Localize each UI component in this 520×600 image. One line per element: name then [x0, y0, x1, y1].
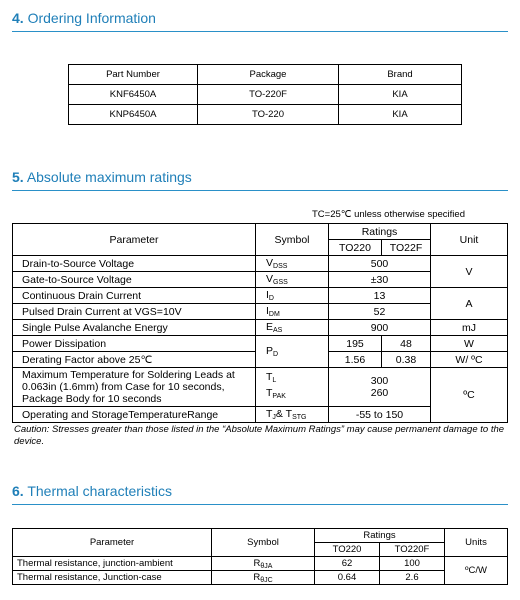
param-cell: Thermal resistance, junction-ambient: [13, 557, 212, 571]
col-header: Part Number: [69, 65, 198, 85]
symbol-cell: $I_{DM}$: [256, 304, 329, 320]
caution-note: Caution: Stresses greater than those listed in the “Absolute Maximum Ratings” may cause permanent damage to the device.: [14, 424, 505, 447]
unit-cell: ºC/W: [445, 557, 508, 585]
col-header: Parameter: [13, 529, 212, 557]
cell: TO-220: [198, 105, 339, 125]
symbol-cell: $T_L$ $T_{PAK}$: [256, 368, 329, 407]
col-header: Brand: [339, 65, 462, 85]
section-divider: [12, 31, 508, 32]
col-header: TO22F: [382, 240, 431, 256]
value-cell: 48: [382, 336, 431, 352]
param-cell: Gate-to-Source Voltage: [13, 272, 256, 288]
section-divider: [12, 504, 508, 505]
param-cell: Single Pulse Avalanche Energy: [13, 320, 256, 336]
section-divider: [12, 190, 508, 191]
test-condition: TC=25℃ unless otherwise specified: [312, 209, 465, 220]
value-cell: 0.38: [382, 352, 431, 368]
table-row: [13, 256, 508, 272]
col-header: Units: [445, 529, 508, 557]
unit-cell: ºC: [431, 368, 508, 423]
param-cell: Operating and StorageTemperatureRange: [13, 407, 256, 423]
table-row: [13, 557, 508, 571]
col-header: Ratings: [315, 529, 445, 543]
symbol-cell: $V_{GSS}$: [256, 272, 329, 288]
thermal-section-title: 6. Thermal characteristics: [12, 483, 173, 499]
value-cell: 900: [329, 320, 431, 336]
col-header: Ratings: [329, 224, 431, 240]
col-header: Package: [198, 65, 339, 85]
abs-section-title: 5. Absolute maximum ratings: [12, 169, 192, 185]
param-cell: Maximum Temperature for Soldering Leads at 0.063in (1.6mm) from Case for 10 seconds, Package Body for 10 seconds: [13, 368, 256, 407]
symbol-cell: $R_{\theta JA}$: [212, 557, 315, 571]
table-row: [13, 288, 508, 304]
unit-cell: mJ: [431, 320, 508, 336]
table-row: [13, 336, 508, 352]
value-cell: 52: [329, 304, 431, 320]
cell: KNP6450A: [69, 105, 198, 125]
table-row: [13, 368, 508, 407]
col-header: Parameter: [13, 224, 256, 256]
param-cell: Power Dissipation: [13, 336, 256, 352]
col-header: Symbol: [256, 224, 329, 256]
value-cell: 1.56: [329, 352, 382, 368]
table-header-row: [13, 529, 508, 543]
value-cell: 0.64: [315, 571, 380, 585]
table-header-row: [69, 65, 462, 85]
col-header: TO220: [329, 240, 382, 256]
symbol-cell: $I_D$: [256, 288, 329, 304]
ordering-section-title: 4. Ordering Information: [12, 10, 156, 26]
cell: KNF6450A: [69, 85, 198, 105]
symbol-cell: $P_D$: [256, 336, 329, 368]
value-cell: 2.6: [380, 571, 445, 585]
table-row: [13, 571, 508, 585]
value-cell: 13: [329, 288, 431, 304]
table-row: [69, 85, 462, 105]
value-cell: 195: [329, 336, 382, 352]
value-cell: 62: [315, 557, 380, 571]
thermal-table: [12, 528, 508, 585]
symbol-cell: $R_{\theta JC}$: [212, 571, 315, 585]
cell: KIA: [339, 105, 462, 125]
col-header: TO220: [315, 543, 380, 557]
unit-cell: W/ ºC: [431, 352, 508, 368]
ordering-table: [68, 64, 462, 125]
unit-cell: W: [431, 336, 508, 352]
symbol-cell: $E_{AS}$: [256, 320, 329, 336]
table-header-row: [13, 224, 508, 240]
value-cell: ±30: [329, 272, 431, 288]
param-cell: Continuous Drain Current: [13, 288, 256, 304]
param-cell: Pulsed Drain Current at VGS=10V: [13, 304, 256, 320]
col-header: Symbol: [212, 529, 315, 557]
value-cell: -55 to 150: [329, 407, 431, 423]
value-cell: 500: [329, 256, 431, 272]
symbol-cell: $T_J\&$ $T_{STG}$: [256, 407, 329, 423]
col-header: Unit: [431, 224, 508, 256]
param-cell: Drain-to-Source Voltage: [13, 256, 256, 272]
param-cell: Thermal resistance, Junction-case: [13, 571, 212, 585]
value-cell: 100: [380, 557, 445, 571]
cell: TO-220F: [198, 85, 339, 105]
param-cell: Derating Factor above 25℃: [13, 352, 256, 368]
cell: KIA: [339, 85, 462, 105]
abs-max-table: [12, 223, 508, 423]
col-header: TO220F: [380, 543, 445, 557]
unit-cell: A: [431, 288, 508, 320]
unit-cell: V: [431, 256, 508, 288]
symbol-cell: $V_{DSS}$: [256, 256, 329, 272]
value-cell: 300 260: [329, 368, 431, 407]
table-row: [13, 320, 508, 336]
table-row: [69, 105, 462, 125]
